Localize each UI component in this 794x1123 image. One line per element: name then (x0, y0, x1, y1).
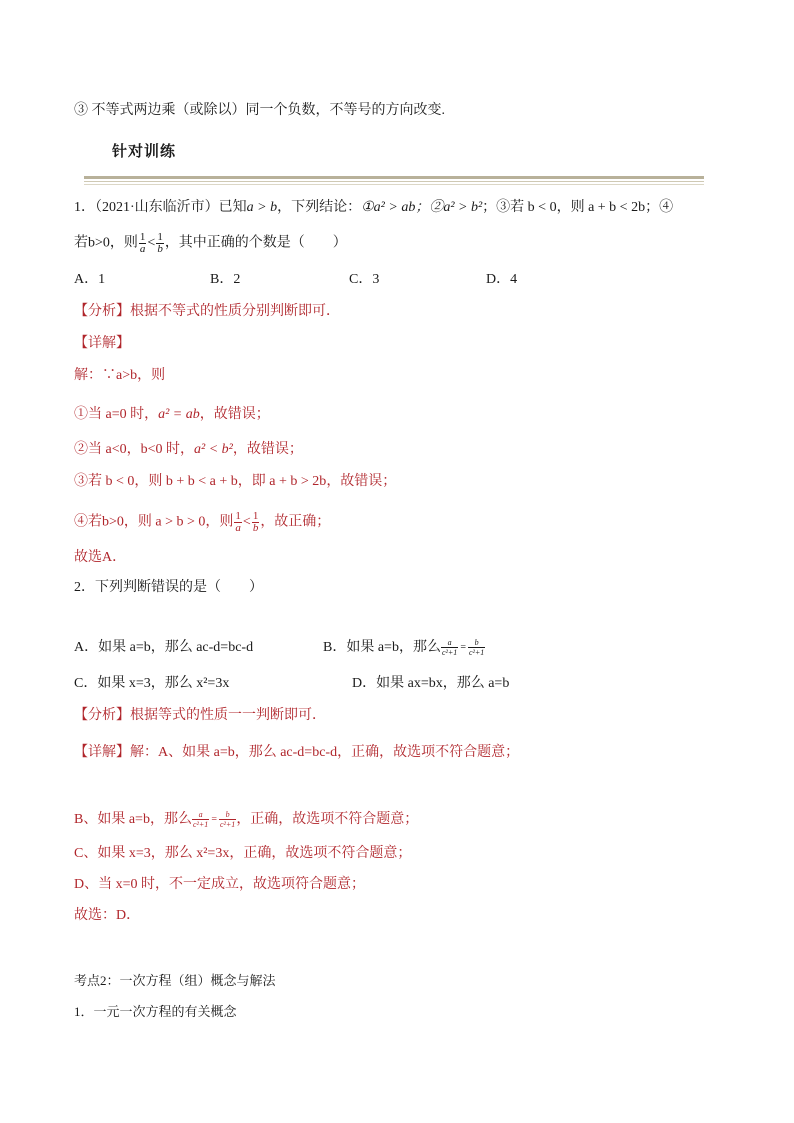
q2-sol-d: D、当 x=0 时，不一定成立，故选项符合题意； (74, 877, 366, 892)
q1-option-c: C．3 (349, 272, 380, 287)
q1-choose: 故选A． (74, 550, 127, 565)
topic2-subtitle: 1．一元一次方程的有关概念 (74, 1004, 237, 1019)
topic2-title: 考点2：一次方程（组）概念与解法 (74, 973, 276, 988)
fraction-b-over-c2-plus-1: $\frac{b}{\text{c²+1}}$ (219, 810, 236, 830)
q1-detail-tag: 【详解】 (74, 336, 130, 351)
q2-option-d: D．如果 ax=bx，那么 a=b (352, 676, 510, 691)
q2-sol-b: B、如果 a=b，那么 $\frac{a}{\text{c²+1}}$ = $\frac{b}{\text{c²+1}}$ ，正确，故选项不符合题意； (74, 810, 419, 830)
q1-option-d: D．4 (486, 272, 518, 287)
q2-sol-a: 【详解】解：A、如果 a=b，那么 ac-d=bc-d，正确，故选项不符合题意； (74, 745, 520, 760)
section-divider (84, 176, 704, 179)
fraction-1-over-b: $\frac{1}{b}$ (157, 231, 163, 255)
q2-option-b: B．如果 a=b，那么 $\frac{a}{\text{c²+1}}$ = $\frac{b}{\text{c²+1}}$ (323, 638, 485, 658)
fraction-a-over-c2-plus-1: $\frac{a}{\text{c²+1}}$ (192, 810, 209, 830)
q2-option-a: A．如果 a=b，那么 ac-d=bc-d (74, 640, 254, 655)
q1-sol-0: 解：∵a>b，则 (74, 368, 166, 383)
q1-option-b: B．2 (210, 272, 241, 287)
q1-option-a: A．1 (74, 272, 106, 287)
intro-rule-3: ③ 不等式两边乘（或除以）同一个负数，不等号的方向改变. (74, 103, 445, 118)
q2-sol-c: C、如果 x=3，那么 x²=3x，正确，故选项不符合题意； (74, 846, 412, 861)
q2-option-c: C．如果 x=3，那么 x²=3x (74, 676, 230, 691)
section-title: 针对训练 (112, 143, 177, 160)
section-divider-thin (84, 181, 704, 182)
q1-stem-line1: 1．（2021·山东临沂市）已知a > b，下列结论：①a² > ab；②a² > b²；③若 b < 0，则 a + b < 2b；④ (74, 200, 674, 215)
fraction-1-over-a: $\frac{1}{a}$ (235, 510, 241, 534)
q1-stem-line2: 若b>0，则 $\frac{1}{a}$ < $\frac{1}{b}$ ，其中正确的个数是（ ） (74, 231, 347, 255)
q2-analysis: 【分析】根据等式的性质一一判断即可． (74, 708, 326, 723)
fraction-1-over-a: $\frac{1}{a}$ (139, 231, 146, 255)
q1-sol-4: ④若b>0，则 a > b > 0，则 $\frac{1}{a}$ < $\frac{1}{b}$ ，故正确； (74, 510, 331, 534)
q1-analysis: 【分析】根据不等式的性质分别判断即可． (74, 304, 340, 319)
q2-stem: 2．下列判断错误的是（ ） (74, 580, 263, 595)
q2-choose: 故选：D． (74, 908, 141, 923)
fraction-1-over-b: $\frac{1}{b}$ (252, 510, 259, 534)
section-divider-thin-2 (84, 184, 704, 185)
fraction-a-over-c2-plus-1: $\frac{a}{\text{c²+1}}$ (441, 638, 458, 658)
q1-sol-1: ①当 a=0 时，a² = ab，故错误； (74, 407, 270, 422)
q1-sol-2: ②当 a<0，b<0 时，a² < b²，故错误； (74, 442, 303, 457)
fraction-b-over-c2-plus-1: $\frac{b}{\text{c²+1}}$ (468, 638, 485, 658)
q1-sol-3: ③若 b < 0，则 b + b < a + b，即 a + b > 2b，故错误； (74, 474, 397, 489)
